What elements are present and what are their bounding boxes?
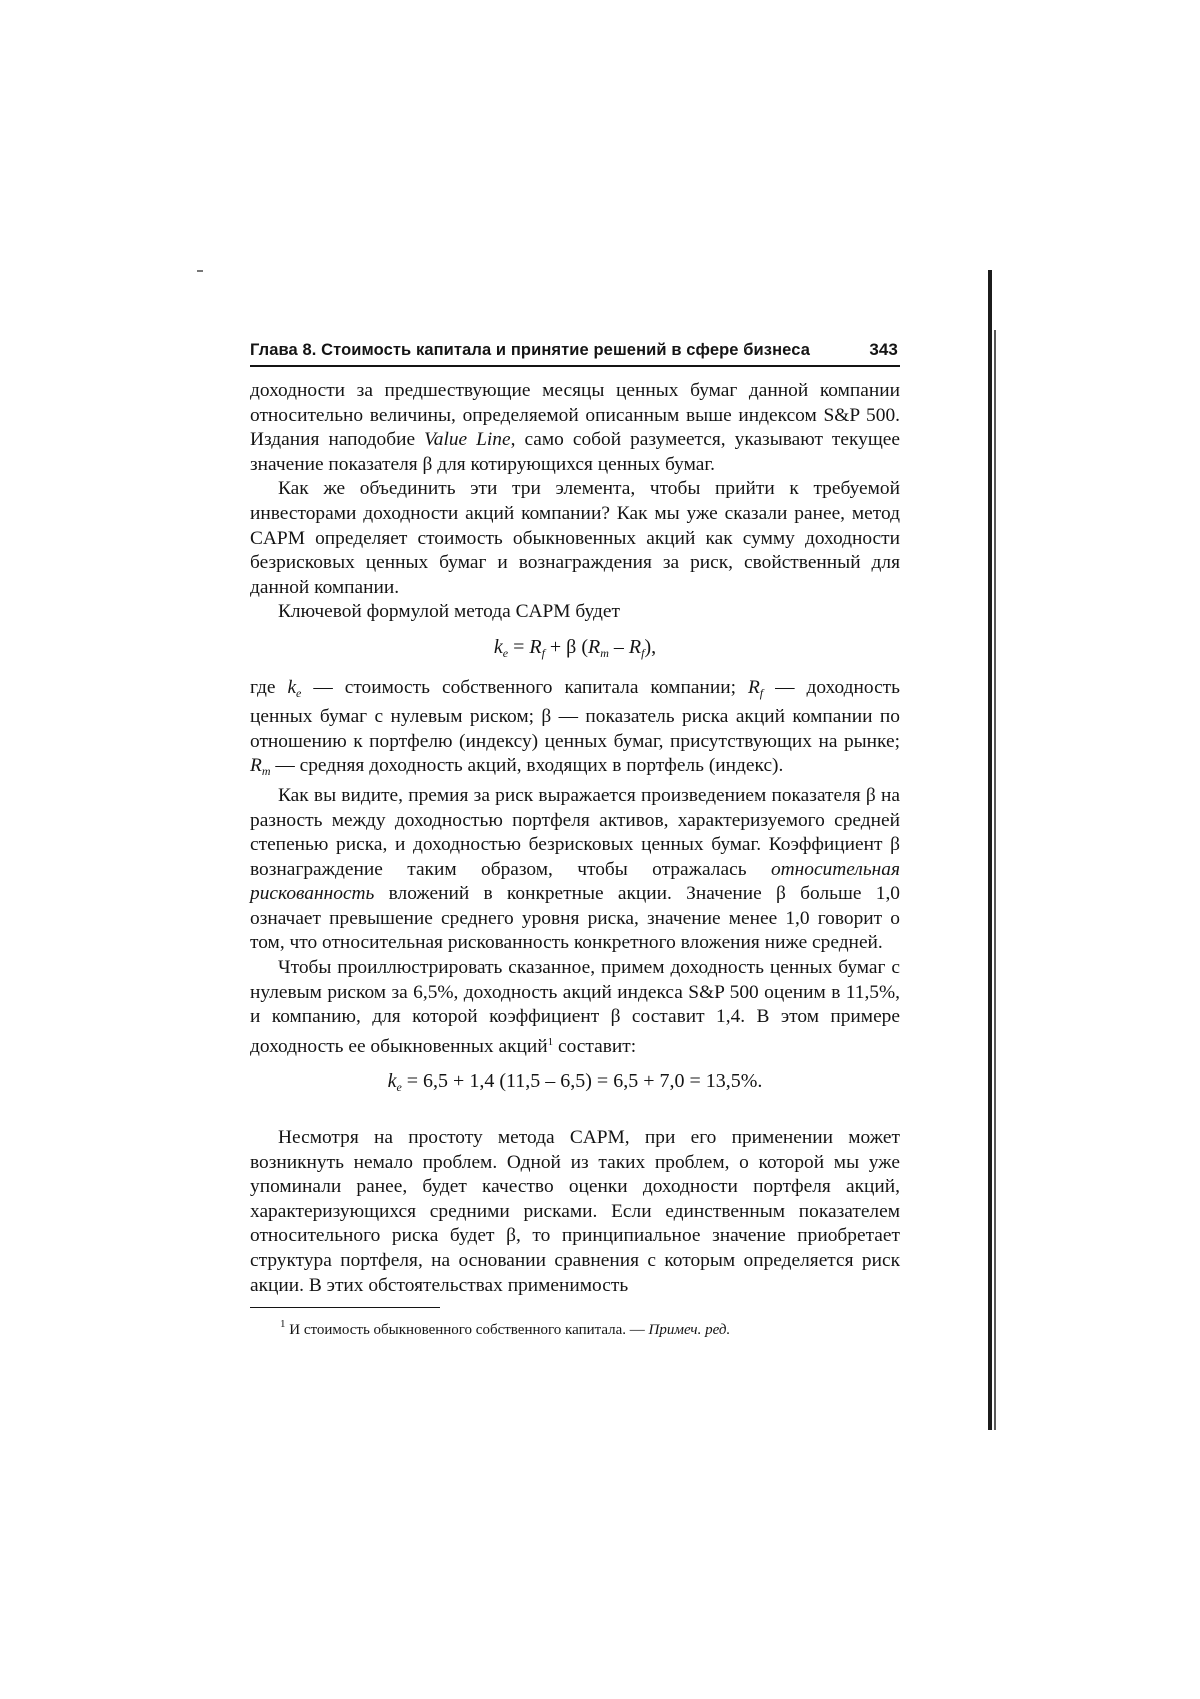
- paragraph-1: [250, 379, 900, 477]
- footnote-rule: [250, 1307, 440, 1308]
- paragraph-3: Ключевой формулой метода CAPM будет: [278, 601, 620, 623]
- formula-rf-sub: f: [541, 645, 545, 660]
- paragraph-7: Несмотря на простоту метода CAPM, при его применении может возникнуть немало проблем. Одной из таких проблем, о которой мы уже упоминали ранее, будет качество оценки доходности портфеля акций, характеризующихся средними рисками. Если единственным показателем относительного риска будет β, то принципиальное значение приобретает структура портфеля, на основании сравнения с которым определяется риск акции. В этих обстоятельствах применимость: [250, 1127, 900, 1296]
- formula-rm: R: [588, 635, 601, 658]
- scan-binding-edge-inner: [994, 330, 996, 1430]
- footnote-text: И стоимость обыкновенного собственного капитала. —: [285, 1322, 649, 1339]
- sym-rm-sub: m: [261, 764, 271, 779]
- formula-minus: –: [608, 635, 629, 658]
- paragraph-4: [250, 676, 900, 784]
- example-calculation: = 6,5 + 1,4 (11,5 – 6,5) = 6,5 + 7,0 = 13,5%.: [401, 1070, 763, 1093]
- p4-d: — средняя доходность акций, входящих в портфель (индекс).: [270, 755, 784, 777]
- paragraph-6: [250, 956, 900, 1059]
- sym-k-sub: e: [296, 685, 302, 700]
- formula-k: k: [493, 635, 503, 658]
- scan-binding-edge: [988, 270, 992, 1430]
- footnote: [250, 1312, 900, 1343]
- formula-rf: R: [529, 635, 542, 658]
- value-line-title: Value Line: [424, 429, 511, 451]
- p5-b: вложений в конкретные акции. Значение β больше 1,0 означает превышение среднего уровня риска, значение менее 1,0 говорит о том, что относительная рискованность конкретного вложения ниже средней.: [250, 883, 900, 954]
- example-formula: [250, 1069, 900, 1100]
- paragraph-1-text: доходности за предшествующие месяцы ценных бумаг данной компании относительно величины, определяемой описанным выше индексом S&P 500. Издания наподобие: [250, 380, 900, 451]
- page-number: 343: [869, 340, 898, 359]
- formula-rf2: R: [628, 635, 642, 658]
- running-title: Глава 8. Стоимость капитала и принятие решений в сфере бизнеса: [250, 341, 810, 359]
- formula-close: ),: [644, 635, 657, 658]
- p6-a: Чтобы проиллюстрировать сказанное, примем доходность ценных бумаг с нулевым риском за 6,5%, доходность акций индекса S&P 500 оценим в 11,5%, и компанию, для которой коэффициент β составит 1,4. В этом примере доходность ее обыкновенных акций: [250, 957, 900, 1057]
- book-page: [250, 340, 900, 1343]
- formula-beta: + β (: [544, 635, 589, 658]
- footnote-marker: 1: [280, 1318, 286, 1331]
- sym-rm: R: [250, 755, 262, 777]
- running-header: [250, 340, 900, 367]
- paragraph-2: Как же объединить эти три элемента, чтобы прийти к требуемой инвесторами доходности акций компании? Как мы уже сказали ранее, метод CAPM определяет стоимость обыкновенных акций как сумму доходности безрисковых ценных бумаг и вознаграждения за риск, свойственный для данной компании.: [250, 478, 900, 598]
- example-k-sub: e: [396, 1080, 402, 1095]
- paragraph-5: [250, 784, 900, 956]
- formula-rf2-sub: f: [641, 645, 645, 660]
- capm-formula: [250, 635, 900, 666]
- p4-c: — доходность ценных бумаг с нулевым риском; β — показатель риска акций компании по отношению к портфелю (индексу) ценных бумаг, присутствующих на рынке;: [250, 676, 900, 752]
- p4-b: — стоимость собственного капитала компании;: [301, 676, 748, 698]
- formula-rm-sub: m: [600, 645, 609, 660]
- scan-speck: [197, 270, 203, 272]
- footnote-reference: 1: [547, 1035, 554, 1048]
- relative-riskiness-term: относительная рискованность: [250, 858, 900, 905]
- p4-a: где: [250, 676, 288, 698]
- footnote-editor-note: Примеч. ред.: [648, 1322, 731, 1339]
- sym-rf-sub: f: [759, 685, 764, 700]
- paragraph-1-end: , само собой разумеется, указывают текущее значение показателя β для котирующихся ценных бумаг.: [250, 429, 900, 475]
- formula-k-sub: e: [502, 645, 509, 660]
- page-body: [250, 379, 900, 1343]
- formula-eq: =: [508, 635, 530, 658]
- sym-k: k: [287, 676, 297, 698]
- p6-b: составит:: [553, 1035, 637, 1057]
- p5-a: Как вы видите, премия за риск выражается произведением показателя β на разность между доходностью портфеля активов, характеризуемого средней степенью риска, и доходностью безрисковых ценных бумаг. Коэффициент β вознаграждение таким образом, чтобы отражалась: [250, 784, 900, 880]
- sym-rf: R: [747, 676, 760, 698]
- example-k: k: [387, 1070, 397, 1093]
